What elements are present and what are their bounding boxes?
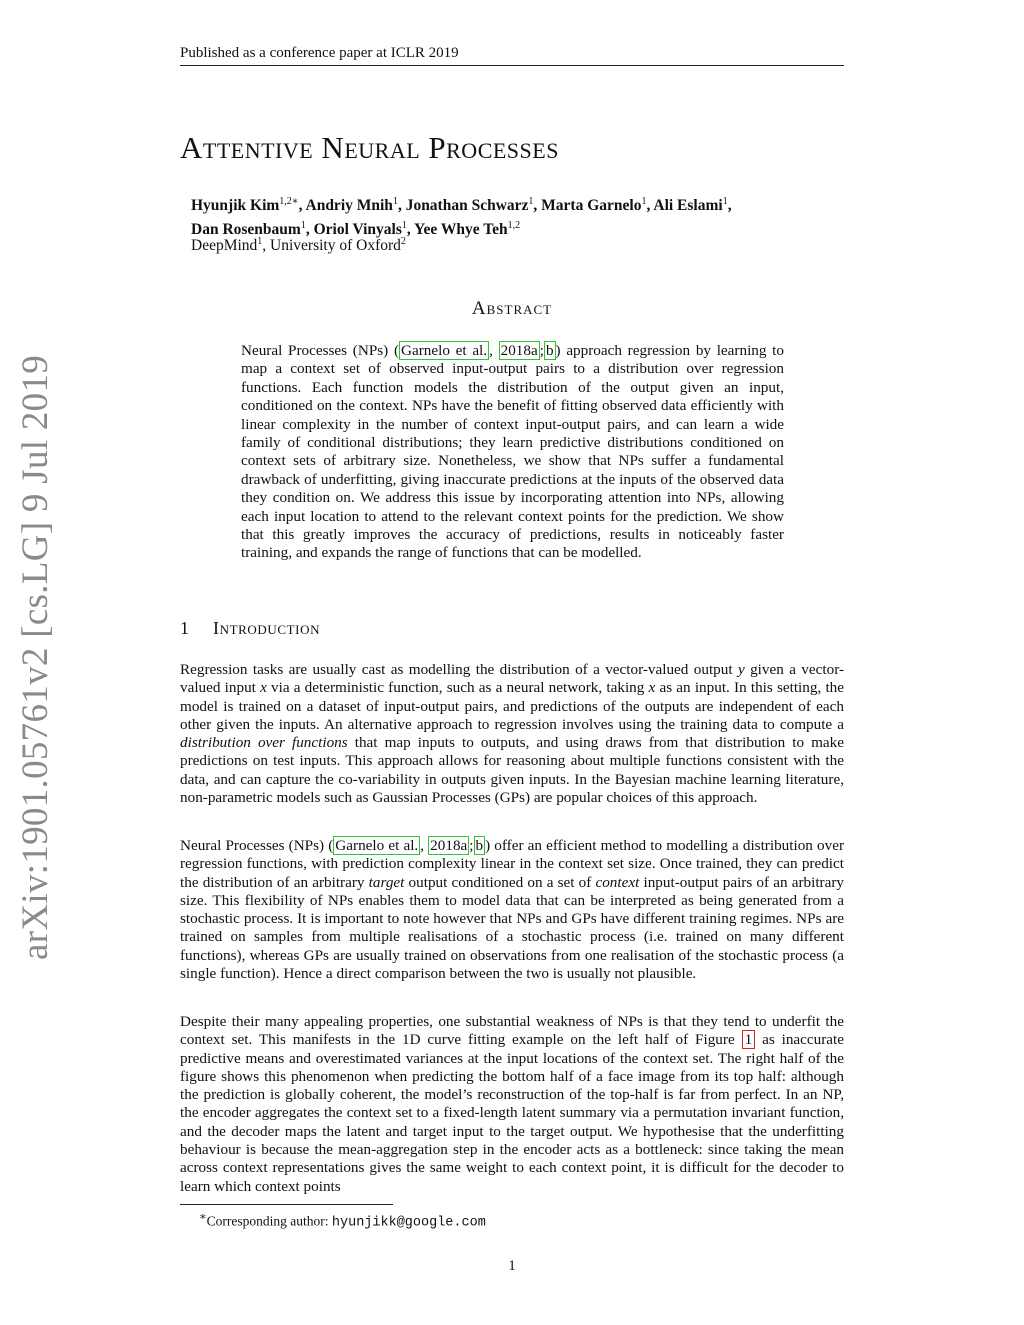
footnote: ∗Corresponding author: hyunjikk@google.com	[199, 1211, 486, 1231]
affiliations: DeepMind$^1$, University of Oxford$^2$	[191, 236, 406, 255]
intro-paragraph-2: Neural Processes (NPs) ( Garnelo et al. , 2018a ; b ) offer an efficient method to modelling a distribution over regression functions, with prediction complexity linear in the context set size. Once trained, they can predict the distribution of an arbitrary target output conditioned on a set of context input-output pairs of an arbitrary size. This flexibility of NPs enables them to model data that can be interpreted as being generated from a stochastic process. It is important to note however that NPs and GPs have different training regimes. NPs are trained on samples from multiple realisations of a stochastic process (i.e. trained on many different functions), whereas GPs are usually trained on observations from one realisation of the stochastic process (a single function). Hence a direct comparison between the two is usually not plausible.	[180, 837, 845, 983]
author-name: Yee Whye Teh	[414, 221, 508, 239]
paper-title: Attentive Neural Processes	[180, 130, 559, 165]
header-rule	[180, 65, 844, 66]
author-line-2: Dan Rosenbaum$^1$, Oriol Vinyals$^1$, Yee Whye Teh$^{1,2}$	[191, 220, 521, 239]
figure-reference-link[interactable]: 1	[742, 1030, 756, 1049]
author-name: Hyunjik Kim	[191, 197, 280, 215]
intro-paragraph-1: Regression tasks are usually cast as modelling the distribution of a vector-valued output y given a vector-valued input x via a deterministic function, such as a neural network, taking x as an input. In this setting, the model is trained on a dataset of input-output pairs, and predictions of the outputs are independent of each other given the inputs. An alternative approach to regression involves using the training data to compute a distribution over functions that map inputs to outputs, and using draws from that distribution to make predictions on test inputs. This approach allows for reasoning about multiple functions consistent with the data, and can capture the co-variability in outputs given inputs. In the Bayesian machine learning literature, non-parametric models such as Gaussian Processes (GPs) are popular choices of this approach.	[180, 661, 845, 807]
section-title: Introduction	[213, 618, 321, 638]
citation-link[interactable]: Garnelo et al.	[335, 837, 419, 854]
page-number: 1	[508, 1258, 516, 1274]
arxiv-side-label	[6, 354, 66, 960]
author-name: Marta Garnelo	[541, 197, 642, 215]
abstract-heading: Abstract	[471, 298, 553, 319]
citation-link[interactable]: Garnelo et al.	[401, 342, 488, 359]
section-heading	[180, 618, 320, 639]
author-name: Dan Rosenbaum	[191, 221, 301, 239]
section-number: 1	[180, 618, 190, 638]
author-name: Ali Eslami	[653, 197, 723, 215]
author-name: Jonathan Schwarz	[405, 197, 529, 215]
author-name: Oriol Vinyals	[313, 221, 402, 239]
citation-link[interactable]: b	[545, 342, 554, 359]
author-line-1: Hyunjik Kim$^{1,2∗}$, Andriy Mnih$^1$, Jonathan Schwarz$^1$, Marta Garnelo$^1$, Ali Eslami$^1$,	[191, 196, 732, 215]
citation-link[interactable]: b	[475, 837, 484, 854]
citation-link[interactable]: 2018a	[430, 837, 468, 854]
arxiv-identifier: arXiv:1901.05761v2 [cs.LG] 9 Jul 2019	[15, 354, 56, 960]
citation-link[interactable]: 2018a	[500, 342, 538, 359]
running-header: Published as a conference paper at ICLR 2019	[180, 45, 459, 61]
abstract-body: Neural Processes (NPs) ( Garnelo et al. , 2018a ; b ) approach regression by learning to map a context set of observed input-output pairs to a distribution over regression functions. Each function models the distribution of the output given an input, conditioned on the context. NPs have the benefit of fitting observed data efficiently with linear complexity in the number of context input-output pairs, and can learn a wide family of conditional distributions; they learn predictive distributions conditioned on context sets of arbitrary size. Nonetheless, we show that NPs suffer a fundamental drawback of underfitting, giving inaccurate predictions at the inputs of the observed data they condition on. We address this issue by incorporating attention into NPs, allowing each input location to attend to the relevant context points for the prediction. We show that this greatly improves the accuracy of predictions, results in noticeably faster training, and expands the range of functions that can be modelled.	[241, 342, 784, 562]
author-name: Andriy Mnih	[305, 197, 393, 215]
email-address[interactable]: hyunjikk@google.com	[331, 1215, 486, 1231]
footnote-rule	[180, 1204, 393, 1205]
intro-paragraph-3: Despite their many appealing properties, one substantial weakness of NPs is that they tend to underfit the context set. This manifests in the 1D curve fitting example on the left half of Figure 1 as inaccurate predictive means and overestimated variances at the input locations of the context set. The right half of the figure shows this phenomenon when predicting the bottom half of a face image from its top half: although the prediction is globally coherent, the model’s reconstruction of the top-half is far from perfect. In an NP, the encoder aggregates the context set to a fixed-length latent summary via a permutation invariant function, and the decoder maps the latent and target input to the target output. We hypothesise that the underfitting behaviour is because the mean-aggregation step in the encoder acts as a bottleneck: since taking the mean across context representations gives the same weight to each context point, it is difficult for the decoder to learn which context points	[180, 1013, 844, 1195]
